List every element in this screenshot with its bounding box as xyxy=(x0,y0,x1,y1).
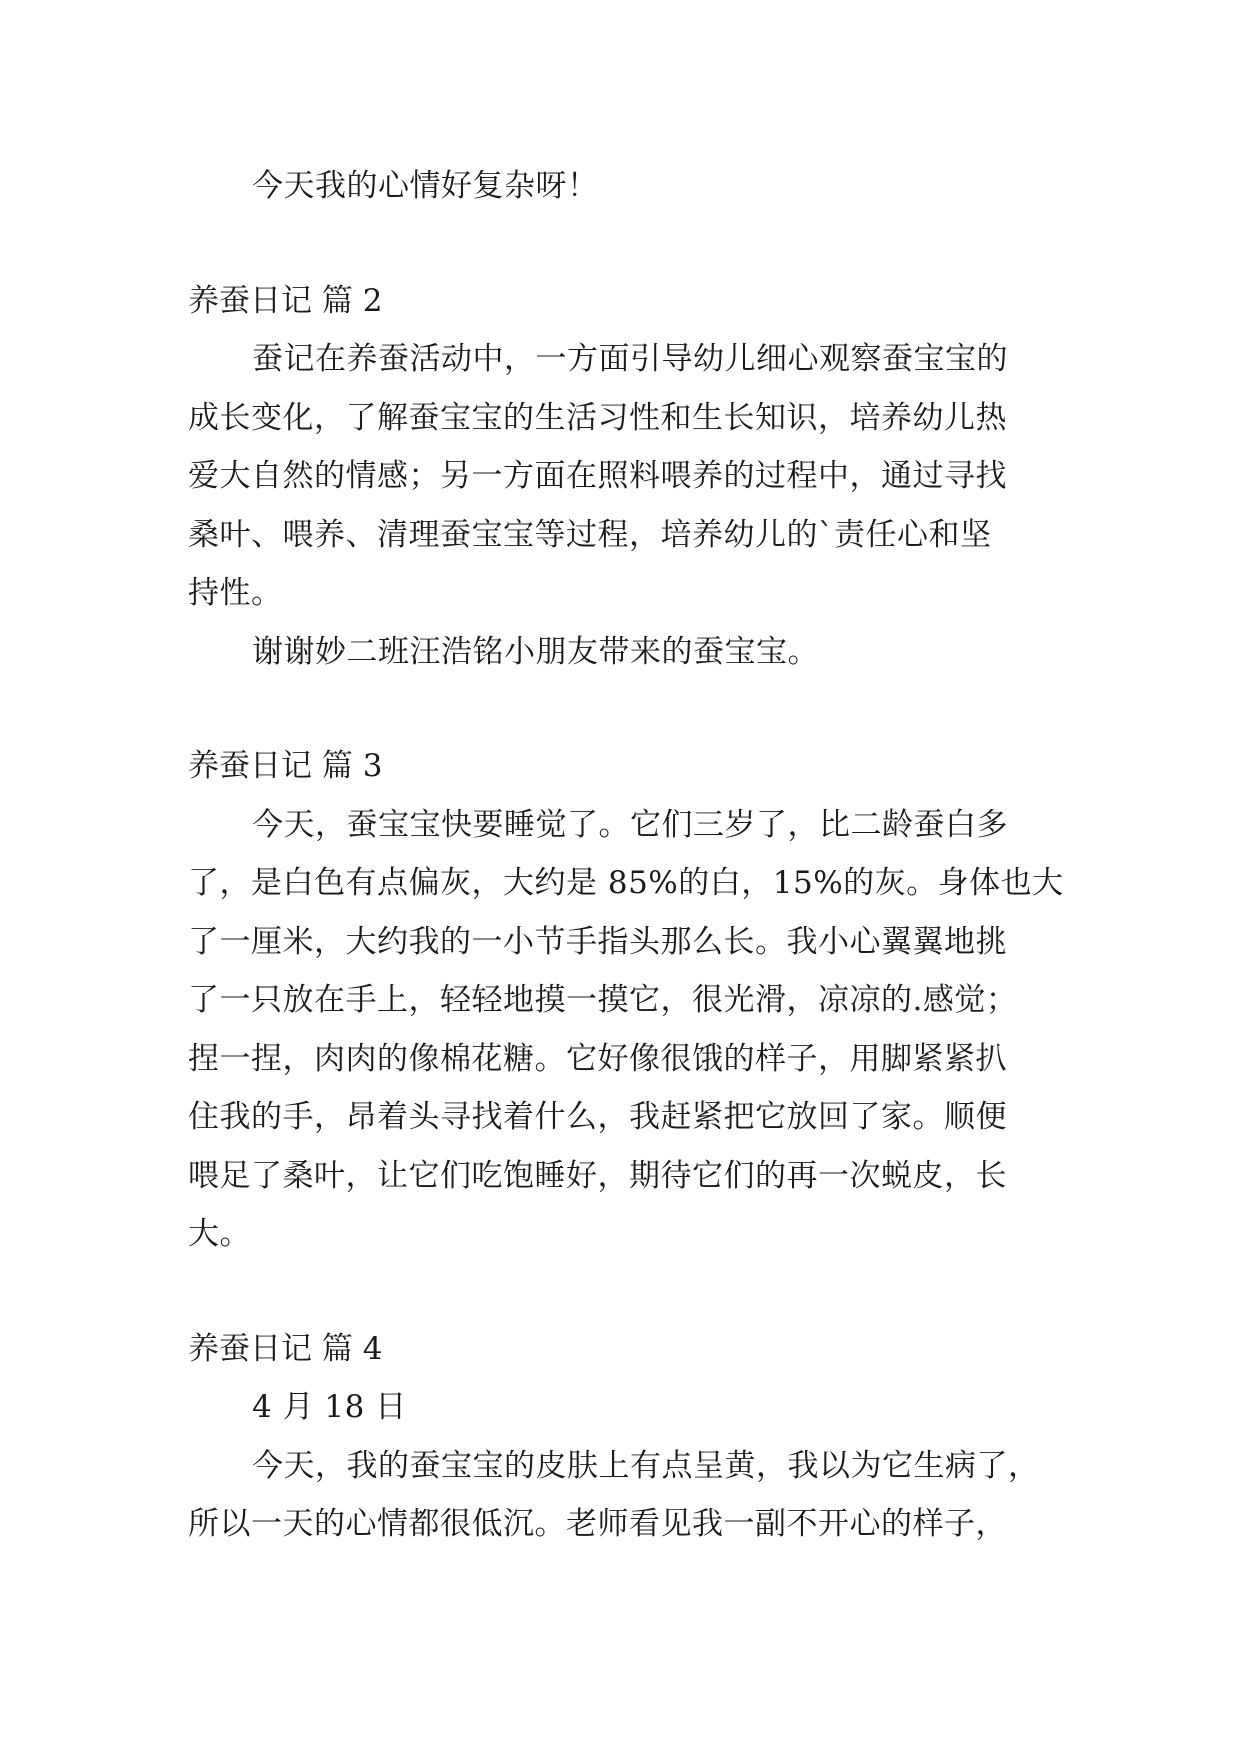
paragraph-line: 了一厘米，大约我的一小节手指头那么长。我小心翼翼地挑 xyxy=(188,923,1007,960)
paragraph-line: 喂足了桑叶，让它们吃饱睡好，期待它们的再一次蜕皮，长 xyxy=(188,1157,1007,1194)
paragraph-line: 蚕记在养蚕活动中，一方面引导幼儿细心观察蚕宝宝的 xyxy=(252,341,1008,377)
section-heading-4: 养蚕日记 篇 4 xyxy=(188,1330,383,1367)
paragraph-line: 爱大自然的情感；另一方面在照料喂养的过程中，通过寻找 xyxy=(188,458,1007,494)
paragraph-line: 了一只放在手上，轻轻地摸一摸它，很光滑，凉凉的.感觉； xyxy=(188,982,1018,1018)
section-spacer xyxy=(188,1264,1068,1320)
intro-paragraph: 今天我的心情好复杂呀！ xyxy=(252,168,599,204)
paragraph-line: 所以一天的心情都很低沉。老师看见我一副不开心的样子， xyxy=(188,1506,1007,1542)
paragraph-line: 捏一捏，肉肉的像棉花糖。它好像很饿的样子，用脚紧紧扒 xyxy=(188,1040,1007,1077)
section-heading-3: 养蚕日记 篇 3 xyxy=(188,748,383,784)
paragraph-line: 了，是白色有点偏灰，大约是 85%的白，15%的灰。身体也大 xyxy=(188,865,1064,901)
paragraph-line: 今天，我的蚕宝宝的皮肤上有点呈黄，我以为它生病了， xyxy=(252,1447,1040,1484)
paragraph-line: 大。 xyxy=(188,1216,251,1252)
paragraph-line: 今天，蚕宝宝快要睡觉了。它们三岁了，比二龄蚕白多 xyxy=(252,806,1008,843)
paragraph-line: 谢谢妙二班汪浩铭小朋友带来的蚕宝宝。 xyxy=(252,633,819,670)
document-body xyxy=(188,157,1068,1554)
paragraph-line: 桑叶、喂养、清理蚕宝宝等过程，培养幼儿的`责任心和坚 xyxy=(188,516,992,553)
section-spacer xyxy=(188,216,1068,272)
date-line: 4 月 18 日 xyxy=(252,1389,407,1425)
paragraph-line: 住我的手，昂着头寻找着什么，我赶紧把它放回了家。顺便 xyxy=(188,1099,1007,1135)
paragraph-line: 持性。 xyxy=(188,575,283,611)
paragraph-line: 成长变化，了解蚕宝宝的生活习性和生长知识，培养幼儿热 xyxy=(188,399,1007,436)
section-heading-2: 养蚕日记 篇 2 xyxy=(188,282,383,319)
section-spacer xyxy=(188,681,1068,737)
